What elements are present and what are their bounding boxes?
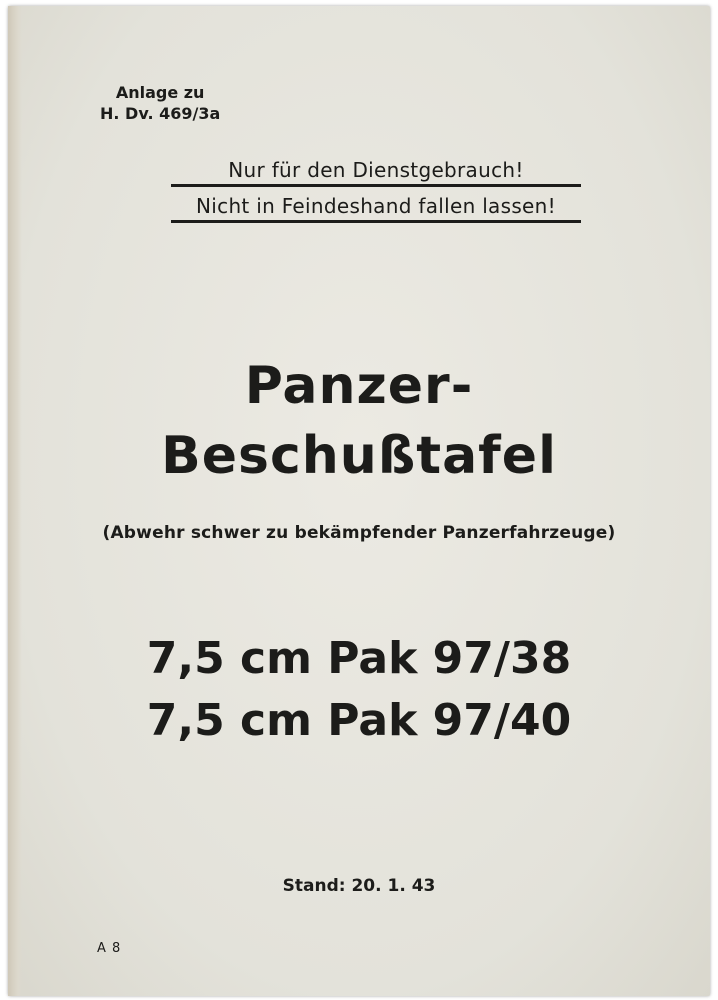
page-spine-edge	[8, 6, 22, 996]
warning-enemy-hands: Nicht in Feindeshand fallen lassen!	[171, 194, 581, 223]
document-title	[8, 351, 710, 491]
annex-reference	[100, 82, 220, 124]
gun-model-1: 7,5 cm Pak 97/38	[146, 633, 572, 684]
annex-line-2: H. Dv. 469/3a	[100, 104, 221, 123]
document-page	[8, 6, 710, 996]
title-line-1: Panzer-	[244, 356, 474, 416]
gun-models	[8, 628, 710, 752]
warning-official-use: Nur für den Dienstgebrauch!	[171, 158, 581, 187]
annex-line-1: Anlage zu	[115, 83, 205, 102]
document-subtitle: (Abwehr schwer zu bekämpfender Panzerfahrzeuge)	[102, 523, 616, 543]
print-code: A 8	[97, 941, 122, 956]
gun-model-2: 7,5 cm Pak 97/40	[146, 695, 572, 746]
classification-warnings	[171, 158, 581, 223]
title-line-2: Beschußtafel	[161, 426, 557, 486]
revision-date: Stand: 20. 1. 43	[282, 876, 436, 896]
